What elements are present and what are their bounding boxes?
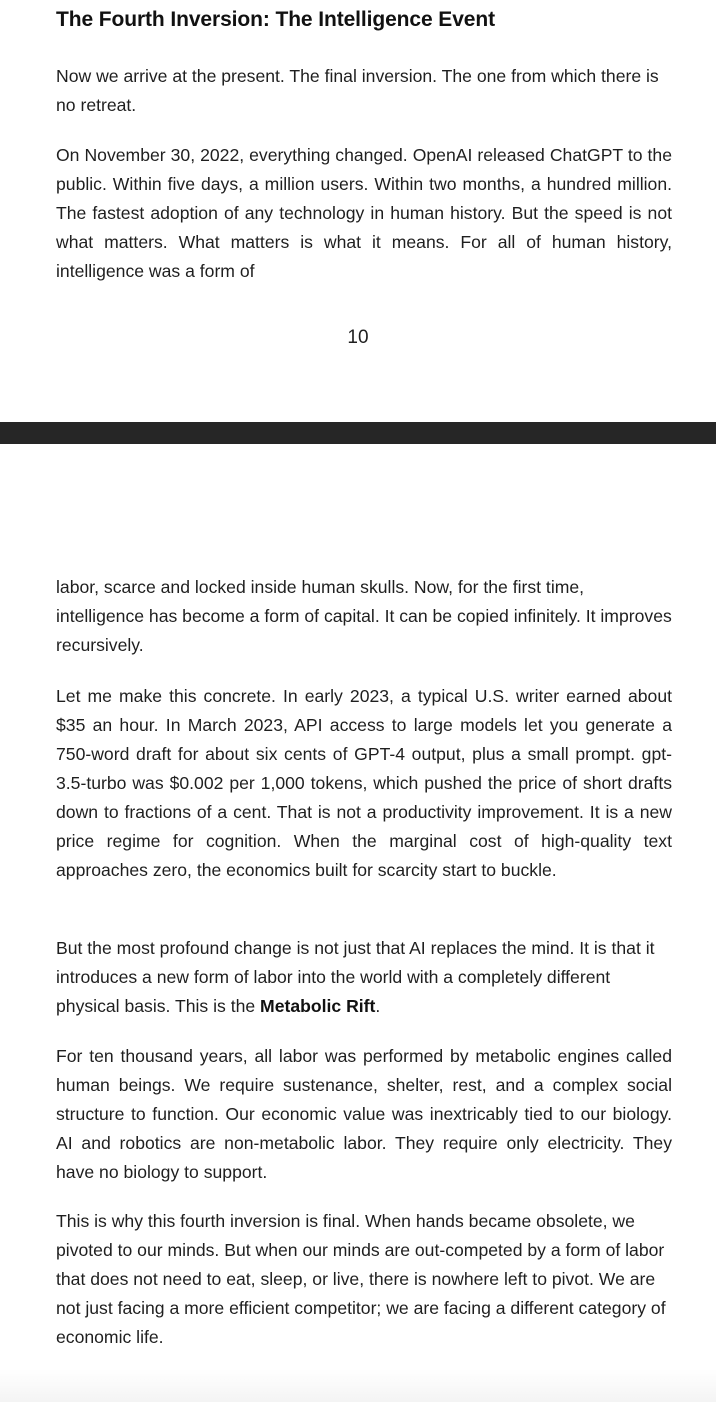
- paragraph: For ten thousand years, all labor was performed by metabolic engines called human beings. We require sustenance, shelter, rest, and a complex social structure to function. Our economic value was inextricably tied to our biology. AI and robotics are non-metabolic labor. They require only electricity. They have no biology to support.: [56, 1046, 672, 1182]
- paragraph: On November 30, 2022, everything changed. OpenAI released ChatGPT to the public. Within five days, a million users. Within two months, a hundred million. The fastest adoption of any technology in human history. But the speed is not what matters. What matters is what it means. For all of human history, intelligence was a form of: [56, 145, 672, 281]
- paragraph: Now we arrive at the present. The final inversion. The one from which there is no retreat.: [56, 66, 659, 115]
- document-page-bottom: [0, 444, 716, 1402]
- paragraph-text: But the most profound change is not just that AI replaces the mind. It is that it introduces a new form of labor into the world with a completely different physical basis. This is the: [56, 938, 655, 1016]
- page-number: 10: [347, 327, 369, 348]
- paragraph: labor, scarce and locked inside human skulls. Now, for the first time, intelligence has become a form of capital. It can be copied infinitely. It improves recursively.: [56, 577, 672, 655]
- paragraph-text: .: [375, 996, 381, 1016]
- metabolic-rift-term: Metabolic Rift: [260, 996, 376, 1016]
- section-heading: The Fourth Inversion: The Intelligence Event: [56, 8, 495, 31]
- paragraph: This is why this fourth inversion is final. When hands became obsolete, we pivoted to our minds. But when our minds are out-competed by a form of labor that does not need to eat, sleep, or live, there is nowhere left to pivot. We are not just facing a more efficient competitor; we are facing a different category of economic life.: [56, 1211, 666, 1347]
- page-separator: [0, 422, 716, 444]
- paragraph: Let me make this concrete. In early 2023, a typical U.S. writer earned about $35 an hour. In March 2023, API access to large models let you generate a 750-word draft for about six cents of GPT-4 output, plus a small prompt. gpt-3.5-turbo was $0.002 per 1,000 tokens, which pushed the price of short drafts down to fractions of a cent. That is not a productivity improvement. It is a new price regime for cognition. When the marginal cost of high-quality text approaches zero, the economics built for scarcity start to buckle.: [56, 686, 672, 880]
- paragraph: [56, 934, 672, 1021]
- document-page-top: [0, 0, 716, 422]
